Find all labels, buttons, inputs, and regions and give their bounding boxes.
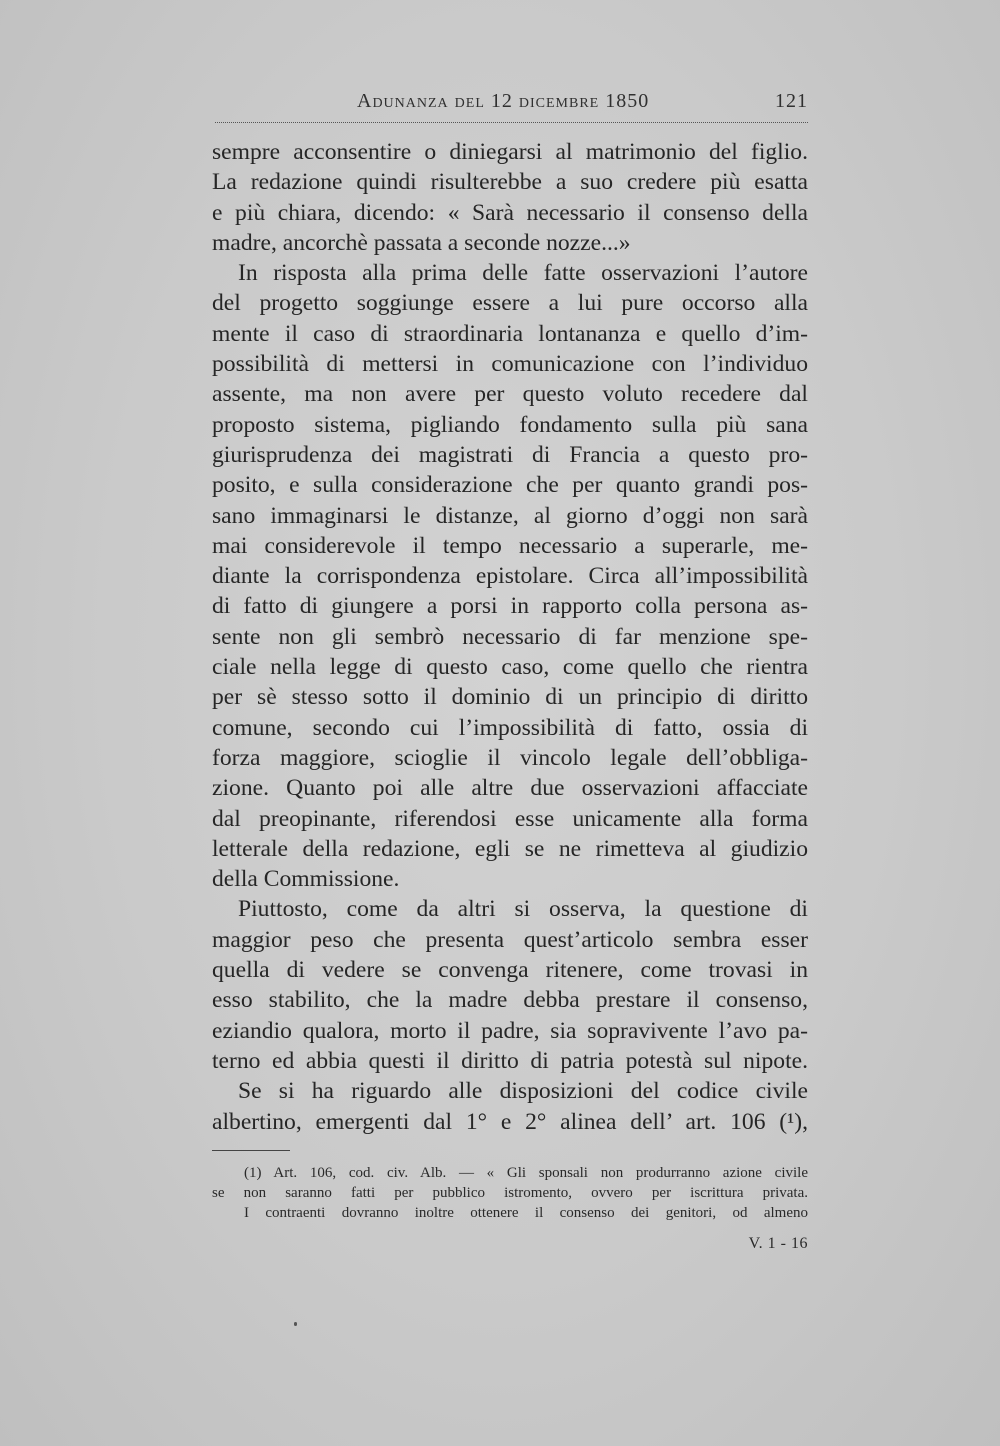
body-line: madre, ancorchè passata a seconde nozze...» [212,229,631,256]
body-line: zione. Quanto poi alle altre due osservazioni affacciate [212,775,808,802]
body-line: del progetto soggiunge essere a lui pure occorso alla [212,290,808,317]
body-line: forza maggiore, scioglie il vincolo legale dell’obbliga- [212,744,808,771]
body-line: possibilità di mettersi in comunicazione con l’individuo [212,351,808,378]
running-head [212,90,808,120]
printer-signature-mark: V. 1 - 16 [748,1235,808,1252]
body-line: assente, ma non avere per questo voluto recedere dal [212,381,808,408]
body-line: dal preopinante, riferendosi esse unicamente alla forma [212,805,808,832]
body-line: comune, secondo cui l’impossibilità di fatto, ossia di [212,714,808,741]
ink-speck [294,1322,297,1326]
header-rule [215,122,808,123]
page-number: 121 [775,90,808,112]
body-line: eziandio qualora, morto il padre, sia sopravivente l’avo pa- [212,1017,808,1044]
footnote-line: se non saranno fatti per pubblico istromento, ovvero per iscrittura privata. [212,1185,808,1201]
body-line: esso stabilito, che la madre debba prestare il consenso, [212,987,808,1014]
footnote-rule [212,1150,290,1151]
body-line: della Commissione. [212,866,400,893]
body-line: proposto sistema, pigliando fondamento sulla più sana [212,411,808,438]
body-line: albertino, emergenti dal 1° e 2° alinea dell’ art. 106 (¹), [212,1108,808,1135]
footnotes [212,1163,808,1223]
footnote-line: (1) Art. 106, cod. civ. Alb. — « Gli sponsali non produrranno azione civile [244,1165,808,1181]
body-line: giurisprudenza dei magistrati di Francia a questo pro- [212,441,808,468]
body-line: letterale della redazione, egli se ne rimetteva al giudizio [212,835,808,862]
body-line: In risposta alla prima delle fatte osservazioni l’autore [238,260,808,287]
body-line: di fatto di giungere a porsi in rapporto colla persona as- [212,593,808,620]
body-line: mente il caso di straordinaria lontananza e quello d’im- [212,320,808,347]
body-line: sente non gli sembrò necessario di far menzione spe- [212,623,808,650]
body-line: La redazione quindi risulterebbe a suo credere più esatta [212,169,808,196]
footnote-line: I contraenti dovranno inoltre ottenere il consenso dei genitori, od almeno [244,1205,808,1221]
body-line: maggior peso che presenta quest’articolo sembra esser [212,926,808,953]
body-line: sempre acconsentire o diniegarsi al matrimonio del figlio. [212,139,808,165]
body-line: diante la corrispondenza epistolare. Circa all’impossibilità [212,563,808,590]
body-line: posito, e sulla considerazione che per quanto grandi pos- [212,472,808,499]
body-line: Se si ha riguardo alle disposizioni del codice civile [238,1078,808,1105]
body-line: terno ed abbia questi il diritto di patria potestà sul nipote. [212,1047,808,1074]
body-text [212,137,808,1137]
body-line: ciale nella legge di questo caso, come quello che rientra [212,654,808,681]
running-head-title: Adunanza del 12 dicembre 1850 [357,90,650,112]
body-line: mai considerevole il tempo necessario a superarle, me- [212,532,808,559]
body-line: Piuttosto, come da altri si osserva, la questione di [238,896,808,923]
body-line: per sè stesso sotto il dominio di un principio di diritto [212,684,808,711]
body-line: e più chiara, dicendo: « Sarà necessario il consenso della [212,199,808,226]
body-line: sano immaginarsi le distanze, al giorno d’oggi non sarà [212,502,808,529]
body-line: quella di vedere se convenga ritenere, come trovasi in [212,957,808,984]
